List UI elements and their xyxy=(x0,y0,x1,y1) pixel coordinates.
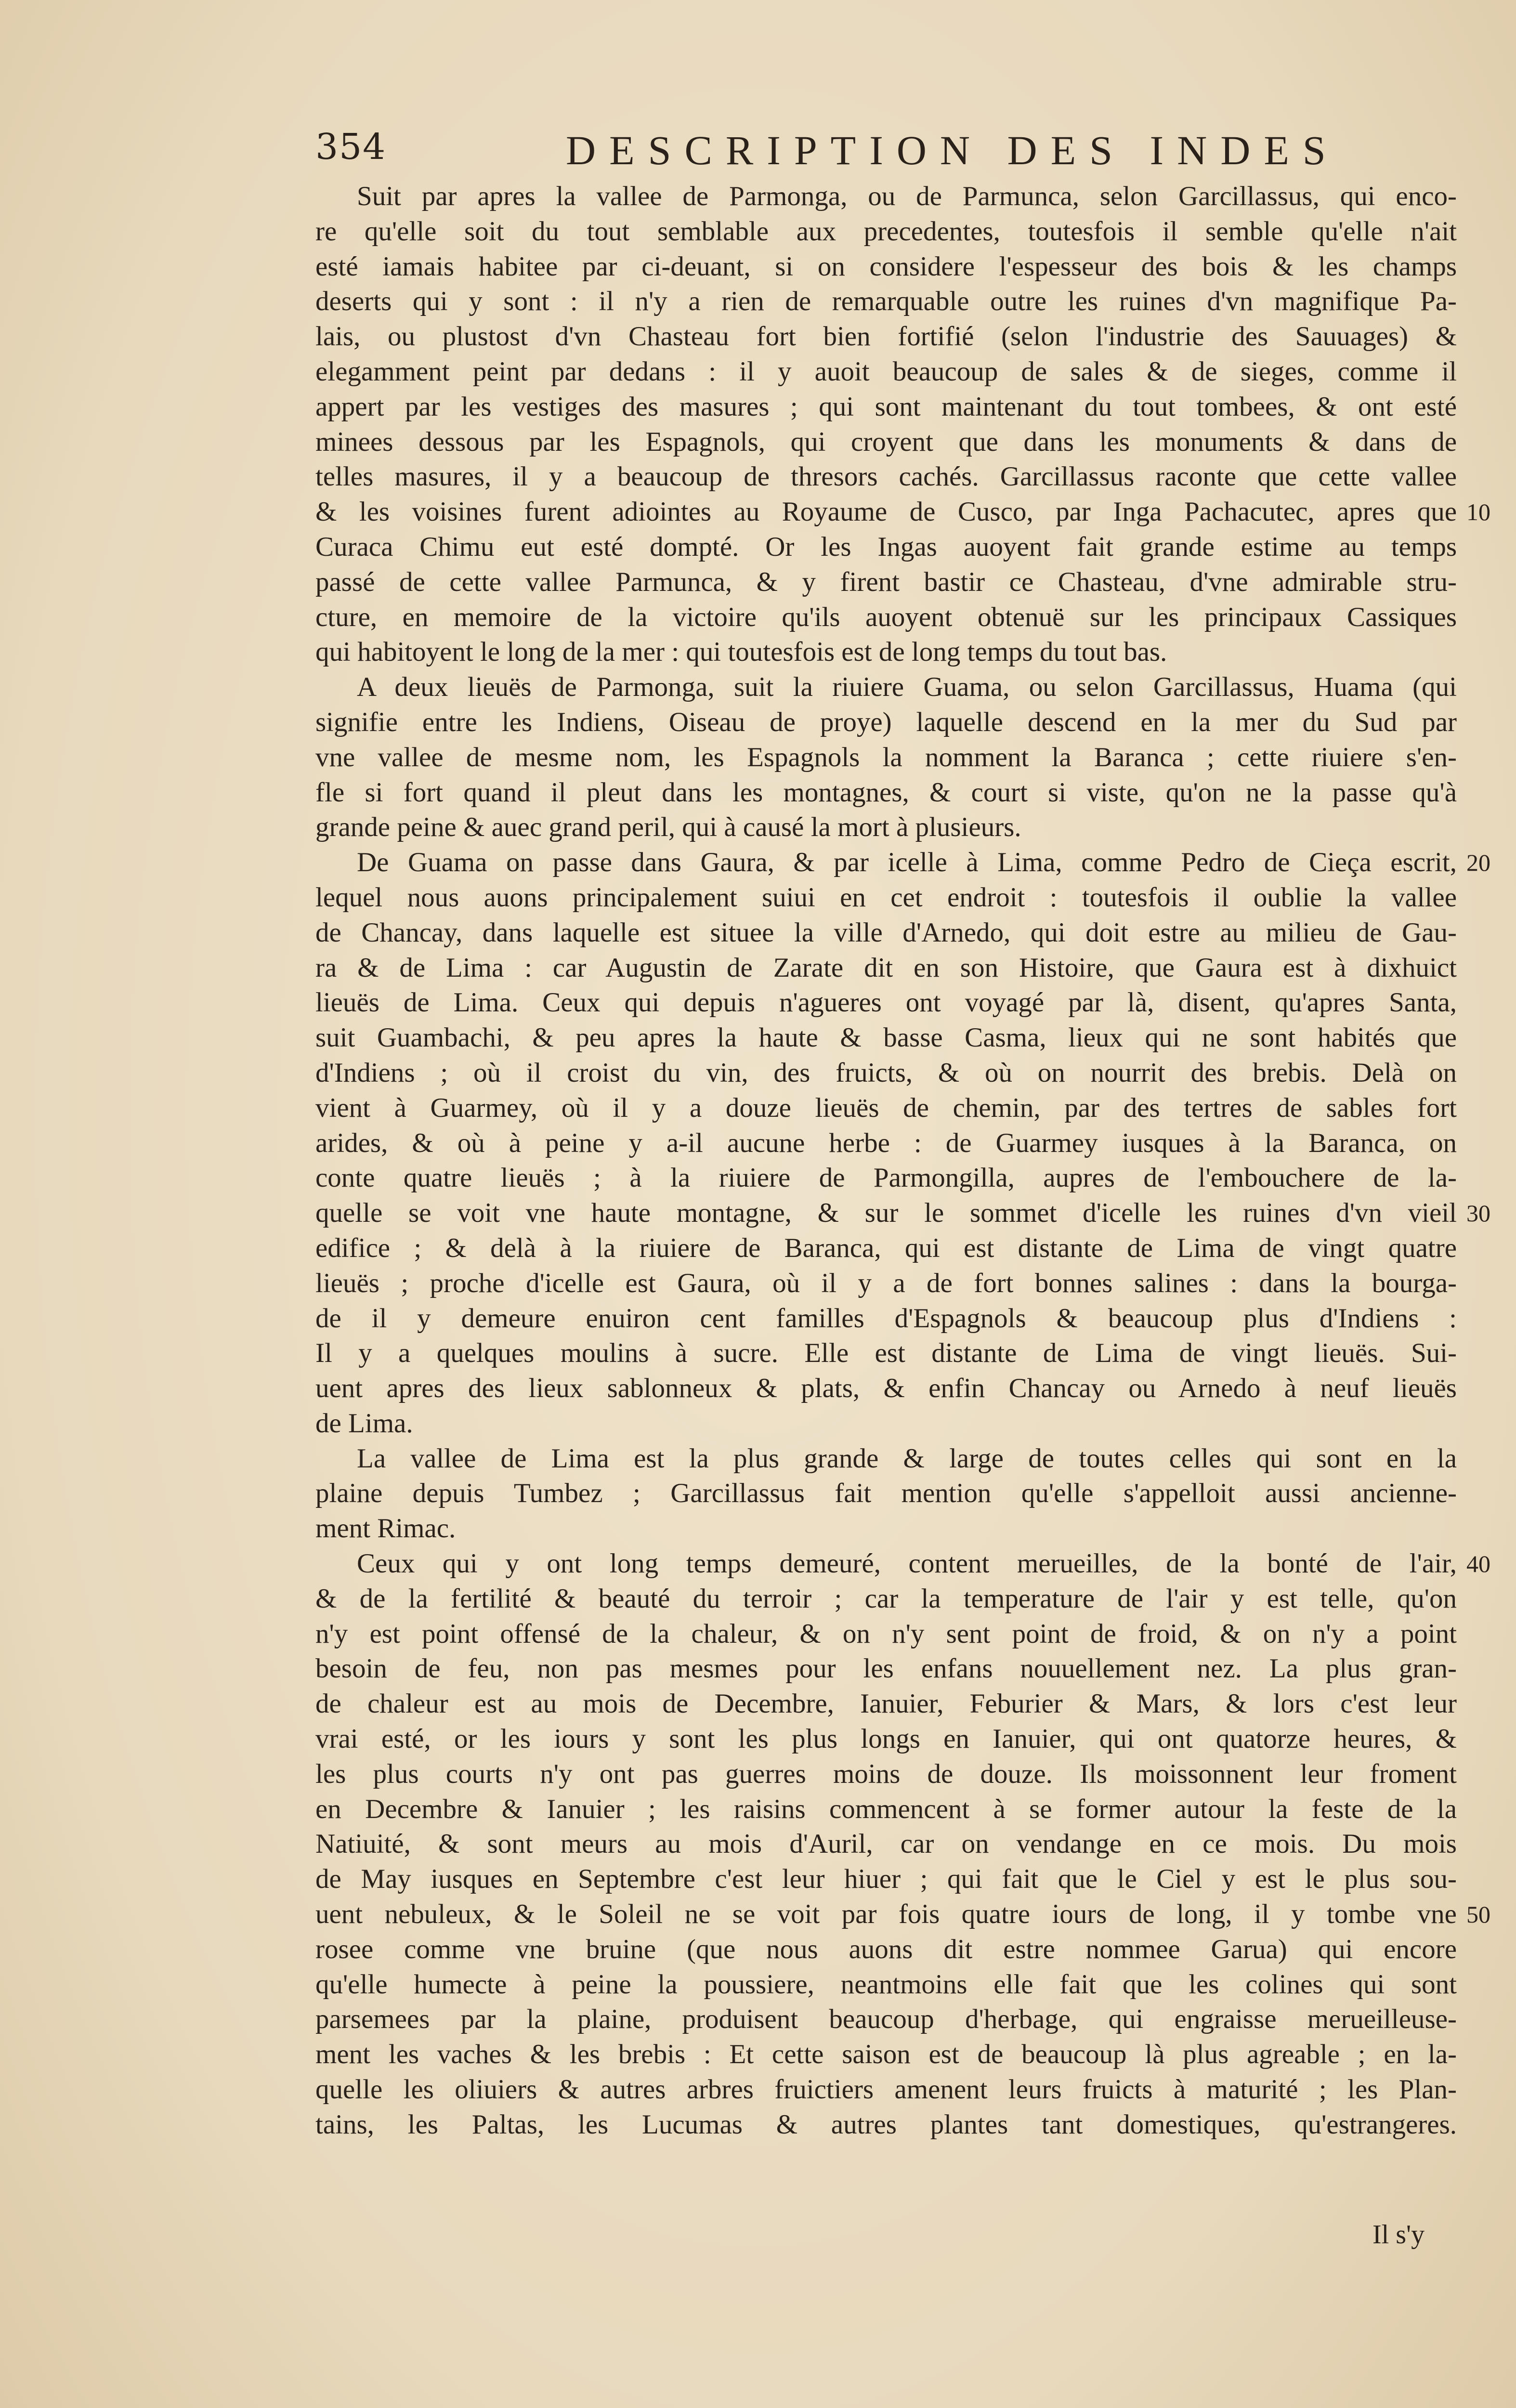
text-line xyxy=(315,1371,1457,1406)
text-line xyxy=(315,1196,1490,1231)
line-text: les plus courts n'y ont pas guerres moins de douze. Ils moissonnent leur froment xyxy=(315,1758,1457,1789)
running-title: DESCRIPTION DES INDES xyxy=(566,127,1339,173)
text-line xyxy=(315,1336,1457,1371)
line-text: Ceux qui y ont long temps demeuré, content merueilles, de la bonté de l'air, xyxy=(357,1548,1457,1579)
line-text: qui habitoyent le long de la mer : qui toutesfois est de long temps du tout bas. xyxy=(315,637,1167,667)
line-text: de Chancay, dans laquelle est situee la ville d'Arnedo, qui doit estre au milieu de Gau- xyxy=(315,917,1457,948)
line-text: suit Guambachi, & peu apres la haute & basse Casma, lieux qui ne sont habités que xyxy=(315,1022,1457,1053)
line-text: n'y est point offensé de la chaleur, & on n'y sent point de froid, & on n'y a point xyxy=(315,1618,1457,1649)
line-text: Il y a quelques moulins à sucre. Elle est distante de Lima de vingt lieuës. Sui- xyxy=(315,1338,1457,1369)
text-line xyxy=(315,951,1457,986)
line-text: vrai esté, or les iours y sont les plus longs en Ianuier, qui ont quatorze heures, & xyxy=(315,1724,1457,1754)
line-text: uent apres des lieux sablonneux & plats, & enfin Chancay ou Arnedo à neuf lieuës xyxy=(315,1373,1457,1404)
line-text: & de la fertilité & beauté du terroir ; car la temperature de l'air y est telle, qu'on xyxy=(315,1583,1457,1614)
text-line xyxy=(315,1722,1457,1757)
line-text: ment les vaches & les brebis : Et cette saison est de beaucoup là plus agreable ; en la- xyxy=(315,2039,1457,2070)
text-line xyxy=(315,1582,1457,1617)
line-text: Natiuité, & sont meurs au mois d'Auril, car on vendange en ce mois. Du mois xyxy=(315,1829,1457,1859)
line-text: De Guama on passe dans Gaura, & par icelle à Lima, comme Pedro de Cieça escrit, xyxy=(357,847,1457,878)
line-text: passé de cette vallee Parmunca, & y firent bastir ce Chasteau, d'vne admirable stru- xyxy=(315,566,1457,597)
text-line xyxy=(315,1231,1457,1266)
text-line xyxy=(315,319,1457,354)
text-line xyxy=(315,284,1457,319)
text-line xyxy=(315,2037,1457,2072)
margin-line-number: 40 xyxy=(1466,1550,1490,1578)
text-line xyxy=(315,1617,1457,1652)
line-text: lais, ou plustost d'vn Chasteau fort bien fortifié (selon l'industrie des Sauuages) & xyxy=(315,321,1457,352)
line-text: minees dessous par les Espagnols, qui croyent que dans les monuments & dans de xyxy=(315,426,1457,457)
text-line xyxy=(315,635,1457,670)
text-line xyxy=(315,1091,1457,1126)
line-text: uent nebuleux, & le Soleil ne se voit par fois quatre iours de long, il y tombe vne xyxy=(315,1899,1457,1930)
text-line xyxy=(315,1266,1457,1301)
line-text: edifice ; & delà à la riuiere de Baranca, qui est distante de Lima de vingt quatre xyxy=(315,1232,1457,1263)
text-line xyxy=(315,495,1490,530)
margin-line-number: 20 xyxy=(1466,849,1490,877)
line-text: cture, en memoire de la victoire qu'ils auoyent obtenuë sur les principaux Cassiques xyxy=(315,602,1457,632)
text-line xyxy=(315,1897,1490,1932)
text-line xyxy=(315,1651,1457,1687)
line-text: fle si fort quand il pleut dans les montagnes, & court si viste, qu'on ne la passe qu'à xyxy=(315,777,1457,808)
text-line xyxy=(315,1511,1457,1546)
text-line xyxy=(315,1301,1457,1336)
text-line xyxy=(315,1161,1457,1196)
page-number: 354 xyxy=(315,126,387,168)
line-text: deserts qui y sont : il n'y a rien de remarquable outre les ruines d'vn magnifique Pa- xyxy=(315,286,1457,317)
text-line xyxy=(315,845,1490,880)
line-text: lequel nous auons principalement suiui en cet endroit : toutesfois il oublie la vallee xyxy=(315,882,1457,913)
line-text: & les voisines furent adiointes au Royaume de Cusco, par Inga Pachacutec, apres que xyxy=(315,497,1457,527)
text-line xyxy=(315,2072,1457,2107)
text-line xyxy=(315,565,1457,600)
text-line xyxy=(315,600,1457,635)
margin-line-number: 50 xyxy=(1466,1901,1490,1928)
text-line xyxy=(315,530,1457,565)
line-text: quelle les oliuiers & autres arbres fruictiers amenent leurs fruicts à maturité ; les Plan- xyxy=(315,2074,1457,2105)
text-line xyxy=(315,775,1457,811)
text-line xyxy=(315,1862,1457,1897)
text-line xyxy=(315,1021,1457,1056)
text-line xyxy=(315,249,1457,285)
text-line xyxy=(315,1406,1457,1441)
text-line xyxy=(315,916,1457,951)
text-line xyxy=(315,1546,1490,1582)
margin-line-number: 10 xyxy=(1466,498,1490,526)
line-text: rosee comme vne bruine (que nous auons dit estre nommee Garua) qui encore xyxy=(315,1934,1457,1964)
text-line xyxy=(315,425,1457,460)
line-text: arides, & où à peine y a-il aucune herbe : de Guarmey iusques à la Baranca, on xyxy=(315,1127,1457,1158)
text-line xyxy=(315,214,1457,249)
line-text: de May iusques en Septembre c'est leur hiuer ; qui fait que le Ciel y est le plus sou- xyxy=(315,1864,1457,1895)
text-line xyxy=(315,459,1457,495)
text-line xyxy=(315,1476,1457,1511)
text-line xyxy=(315,1441,1457,1477)
line-text: esté iamais habitee par ci-deuant, si on considere l'espesseur des bois & les champs xyxy=(315,251,1457,282)
line-text: de Lima. xyxy=(315,1408,413,1439)
text-line xyxy=(315,1792,1457,1827)
text-line xyxy=(315,670,1457,705)
line-text: d'Indiens ; où il croist du vin, des fruicts, & où on nourrit des brebis. Delà on xyxy=(315,1057,1457,1088)
body-text xyxy=(315,179,1490,2143)
text-line xyxy=(315,1932,1457,1967)
text-line xyxy=(315,985,1457,1021)
text-line xyxy=(315,2107,1457,2143)
line-text: besoin de feu, non pas mesmes pour les enfans nouuellement nez. La plus gran- xyxy=(315,1653,1457,1684)
text-line xyxy=(315,705,1457,740)
line-text: tains, les Paltas, les Lucumas & autres plantes tant domestiques, qu'estrangeres. xyxy=(315,2109,1457,2140)
text-line xyxy=(315,354,1457,390)
line-text: lieuës de Lima. Ceux qui depuis n'agueres ont voyagé par là, disent, qu'apres Santa, xyxy=(315,987,1457,1018)
line-text: vne vallee de mesme nom, les Espagnols la nomment la Baranca ; cette riuiere s'en- xyxy=(315,742,1457,772)
line-text: La vallee de Lima est la plus grande & large de toutes celles qui sont en la xyxy=(357,1443,1457,1474)
line-text: quelle se voit vne haute montagne, & sur le sommet d'icelle les ruines d'vn vieil xyxy=(315,1198,1457,1229)
catchword: Il s'y xyxy=(1372,2220,1425,2250)
text-line xyxy=(315,179,1457,214)
text-line xyxy=(315,1126,1457,1161)
text-line xyxy=(315,1967,1457,2002)
margin-line-number: 30 xyxy=(1466,1200,1490,1227)
line-text: signifie entre les Indiens, Oiseau de proye) laquelle descend en la mer du Sud par xyxy=(315,707,1457,737)
text-line xyxy=(315,1827,1457,1862)
line-text: parsemees par la plaine, produisent beaucoup d'herbage, qui engraisse merueilleuse- xyxy=(315,2004,1457,2035)
line-text: conte quatre lieuës ; à la riuiere de Parmongilla, aupres de l'embouchere de la- xyxy=(315,1163,1457,1193)
line-text: vient à Guarmey, où il y a douze lieuës de chemin, par des tertres de sables fort xyxy=(315,1092,1457,1123)
text-line xyxy=(315,1687,1457,1722)
text-line xyxy=(315,2002,1457,2037)
line-text: Curaca Chimu eut esté dompté. Or les Ingas auoyent fait grande estime au temps xyxy=(315,531,1457,562)
line-text: telles masures, il y a beaucoup de thresors cachés. Garcillassus raconte que cette vallee xyxy=(315,461,1457,492)
line-text: lieuës ; proche d'icelle est Gaura, où il y a de fort bonnes salines : dans la bourga- xyxy=(315,1268,1457,1298)
line-text: en Decembre & Ianuier ; les raisins commencent à se former autour la feste de la xyxy=(315,1793,1457,1824)
text-line xyxy=(315,880,1457,916)
line-text: grande peine & auec grand peril, qui à causé la mort à plusieurs. xyxy=(315,812,1021,843)
line-text: de il y demeure enuiron cent familles d'Espagnols & beaucoup plus d'Indiens : xyxy=(315,1303,1457,1334)
line-text: A deux lieuës de Parmonga, suit la riuiere Guama, ou selon Garcillassus, Huama (qui xyxy=(357,672,1457,703)
line-text: elegamment peint par dedans : il y auoit beaucoup de sales & de sieges, comme il xyxy=(315,356,1457,387)
line-text: ra & de Lima : car Augustin de Zarate dit en son Histoire, que Gaura est à dixhuict xyxy=(315,952,1457,983)
line-text: Suit par apres la vallee de Parmonga, ou de Parmunca, selon Garcillassus, qui enco- xyxy=(357,181,1457,211)
line-text: plaine depuis Tumbez ; Garcillassus fait mention qu'elle s'appelloit aussi ancienne- xyxy=(315,1478,1457,1509)
text-line xyxy=(315,1056,1457,1091)
text-line xyxy=(315,740,1457,775)
line-text: ment Rimac. xyxy=(315,1513,456,1544)
page-header xyxy=(315,126,1490,179)
text-line xyxy=(315,390,1457,425)
line-text: qu'elle humecte à peine la poussiere, neantmoins elle fait que les colines qui sont xyxy=(315,1969,1457,2000)
line-text: appert par les vestiges des masures ; qui sont maintenant du tout tombees, & ont esté xyxy=(315,391,1457,422)
text-line xyxy=(315,810,1457,845)
line-text: re qu'elle soit du tout semblable aux precedentes, toutesfois il semble qu'elle n'ait xyxy=(315,216,1457,247)
text-line xyxy=(315,1757,1457,1792)
line-text: de chaleur est au mois de Decembre, Ianuier, Feburier & Mars, & lors c'est leur xyxy=(315,1688,1457,1719)
